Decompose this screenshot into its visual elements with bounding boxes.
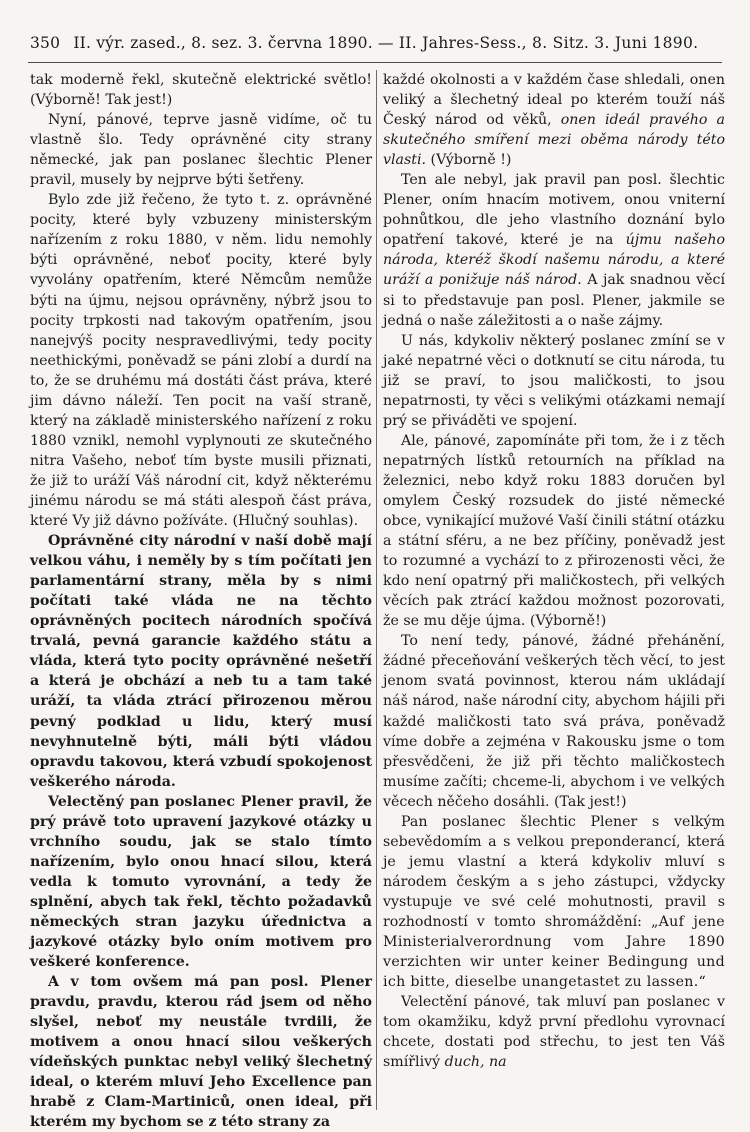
running-header: [30, 34, 720, 52]
page-number: 350: [30, 34, 61, 52]
german-quote: „Auf jene Ministerialverordnung vom Jahre 1890 verzichten wir unter keiner Bedingung und ich bitte, dieselbe unangetastet zu lassen.“: [383, 913, 725, 991]
header-separator: —: [378, 34, 394, 52]
column-divider: [376, 70, 377, 1110]
header-czech: II. výr. zased., 8. sez. 3. června 1890.: [73, 34, 373, 52]
paragraph: To není tedy, pánové, žádné přehánění, žádné přeceňování veškerých těch věcí, to jest jenom svatá povinnost, kterou nám ukládají náš národ, naše národní city, abychom hájili při každé maličkosti tato svá práva, poněvadž víme dobře a zejména v Rakousku jsme o tom přesvědčeni, že již při těchto maličkostech musíme začíti; chceme-li, abychom i ve velkých věcech něčeho dosáhli. (Tak jest!): [383, 633, 725, 810]
paragraph: Nyní, pánové, teprve jasně vidíme, oč tu vlastně šlo. Tedy oprávněné city strany německé, jak pan poslanec šlechtic Plener pravil, musely by nejprve býti šetřeny.: [30, 112, 372, 189]
paragraph: Bylo zde již řečeno, že tyto t. z. oprávněné pocity, které byly vzbuzeny ministerským nařízením z roku 1880, v něm. lidu nemohly býti oprávněné, neboť pocity, které byly vyvolány opatřením, které Němcům nemůže býti na újmu, nejsou oprávněny, nýbrž jsou to pocity trpkosti nad takovým opatřením, jsou nanejvýš pocity nespravedlivými, tedy pocity neethickými, poněvadž se páni zlobí a durdí na to, že se druhému má dostáti část práva, které jim dávno náleží. Ten pocit na vaší straně, který na základě ministerského nařízení z roku 1880 vznikl, nemohl vyplynouti ze skutečného nitra Vašeho, neboť tím byste musili přiznati, že již to uráží Váš národní cit, když některému jinému národu se má státi alespoň část práva, které Vy již dávno požíváte. (Hlučný souhlas).: [30, 192, 372, 530]
paragraph: tak moderně řekl, skutečně elektrické světlo! (Výborně! Tak jest!): [30, 72, 372, 109]
paragraph: Velectění pánové, tak mluví pan poslanec v tom okamžiku, když první předlohu vyrovnací chcete, dostati pod střechu, to jest ten Váš smířlivý duch, na: [383, 994, 725, 1071]
paragraph: každé okolnosti a v každém čase shledali, onen veliký a šlechetný ideal po kterém touží náš Český národ od věků, onen ideál pravého a skutečného smíření mezi oběma národy této vlasti. (Výborně !): [383, 72, 726, 169]
paragraph: Oprávněné city národní v naší době mají velkou váhu, i neměly by s tím počítati jen parlamentární strany, měla by s nimi počítati také vláda ne na těchto oprávněných pocitech národních spočívá trvalá, pevná garancie každého státu a vláda, která tyto pocity oprávněné nešetří a která je obchází a neb tu a tam také uráží, ta vláda ztrácí přirozenou měrou pevný podklad u lidu, který musí nevyhnutelně býti, máli býti vládou opravdu takovou, která vzbudí spokojenost veškerého národa.: [30, 533, 372, 790]
emphasis: onen ideál pravého a skutečného smíření mezi oběma národy této vlasti.: [383, 112, 726, 169]
emphasis: újmu našeho národa, kteréž škodí našemu národu, a které uráží a ponižuje náš národ.: [383, 232, 726, 289]
paragraph: Velectěný pan poslanec Plener pravil, že prý právě toto upravení jazykové otázky u vrchního soudu, jak se stalo tímto nařízením, bylo onou hnací silou, která vedla k tomuto vyrovnání, a tedy že splnění, abych tak řekl, těchto požadavků německých stran jazyku úřednictva a jazykové otázky bylo oním motivem pro veškeré konference.: [30, 793, 372, 971]
paragraph: Ten ale nebyl, jak pravil pan posl. šlechtic Plener, oním hnacím motivem, onou vniterní pohnůtkou, dle jeho vlastního doznání bylo opatření takové, které je na újmu našeho národa, kteréž škodí našemu národu, a které uráží a ponižuje náš národ. A jak snadnou věcí si to představuje pan posl. Plener, jakmile se jedná o naše záležitosti a o naše zájmy.: [383, 172, 726, 329]
left-column: [30, 70, 372, 1131]
right-column: [383, 70, 725, 1120]
paragraph: Ale, pánové, zapomínáte při tom, že i z těch nepatrných lístků retourních na příklad na železnici, nebo když roku 1883 doručen byl omylem Český rozsudek do jisté německé obce, vynikající mužové Vaší činili státní otázku a státní sféru, a ne bez příčiny, poněvadž jest to rozumné a vychází to z přirozenosti věci, že kdo není opatrný při maličkostech, při velkých věcích pak ztrácí každou možnost pozorovati, že se mu děje újma. (Výborně!): [383, 432, 725, 630]
header-german: II. Jahres-Sess., 8. Sitz. 3. Juni 1890.: [398, 34, 699, 52]
paragraph: Pan poslanec šlechtic Plener s velkým sebevědomím a s velkou preponderancí, která je jemu vlastní a která kdykoliv mluví s národem českým a s jeho zástupci, vždycky vystupuje ve své celé mohutnosti, pravil s rozhodností v tomto shromáždění: „Auf jene Ministerialverordnung vom Jahre 1890 verzichten wir unter keiner Bedingung und ich bitte, dieselbe unangetastet zu lassen.“: [383, 813, 725, 991]
paragraph: A v tom ovšem má pan posl. Plener pravdu, pravdu, kterou rád jsem od něho slyšel, neboť my neustále tvrdili, že motivem a onou hnací silou veškerých vídeňských punktac nebyl veliký šlechetný ideal, o kterém mluví Jeho Excellence pan hrabě z Clam-Martiniců, onen ideal, při kterém my bychom se z této strany za: [30, 974, 372, 1131]
paragraph: U nás, kdykoliv některý poslanec zmíní se v jaké nepatrné věci o dotknutí se citu národa, tu již se praví, to jsou maličkosti, to jsou nepatrnosti, ty věci s velikými otázkami nemají prý se přiváděti ve spojení.: [383, 332, 725, 429]
header-rule: [28, 62, 722, 63]
emphasis: duch, na: [444, 1054, 507, 1071]
